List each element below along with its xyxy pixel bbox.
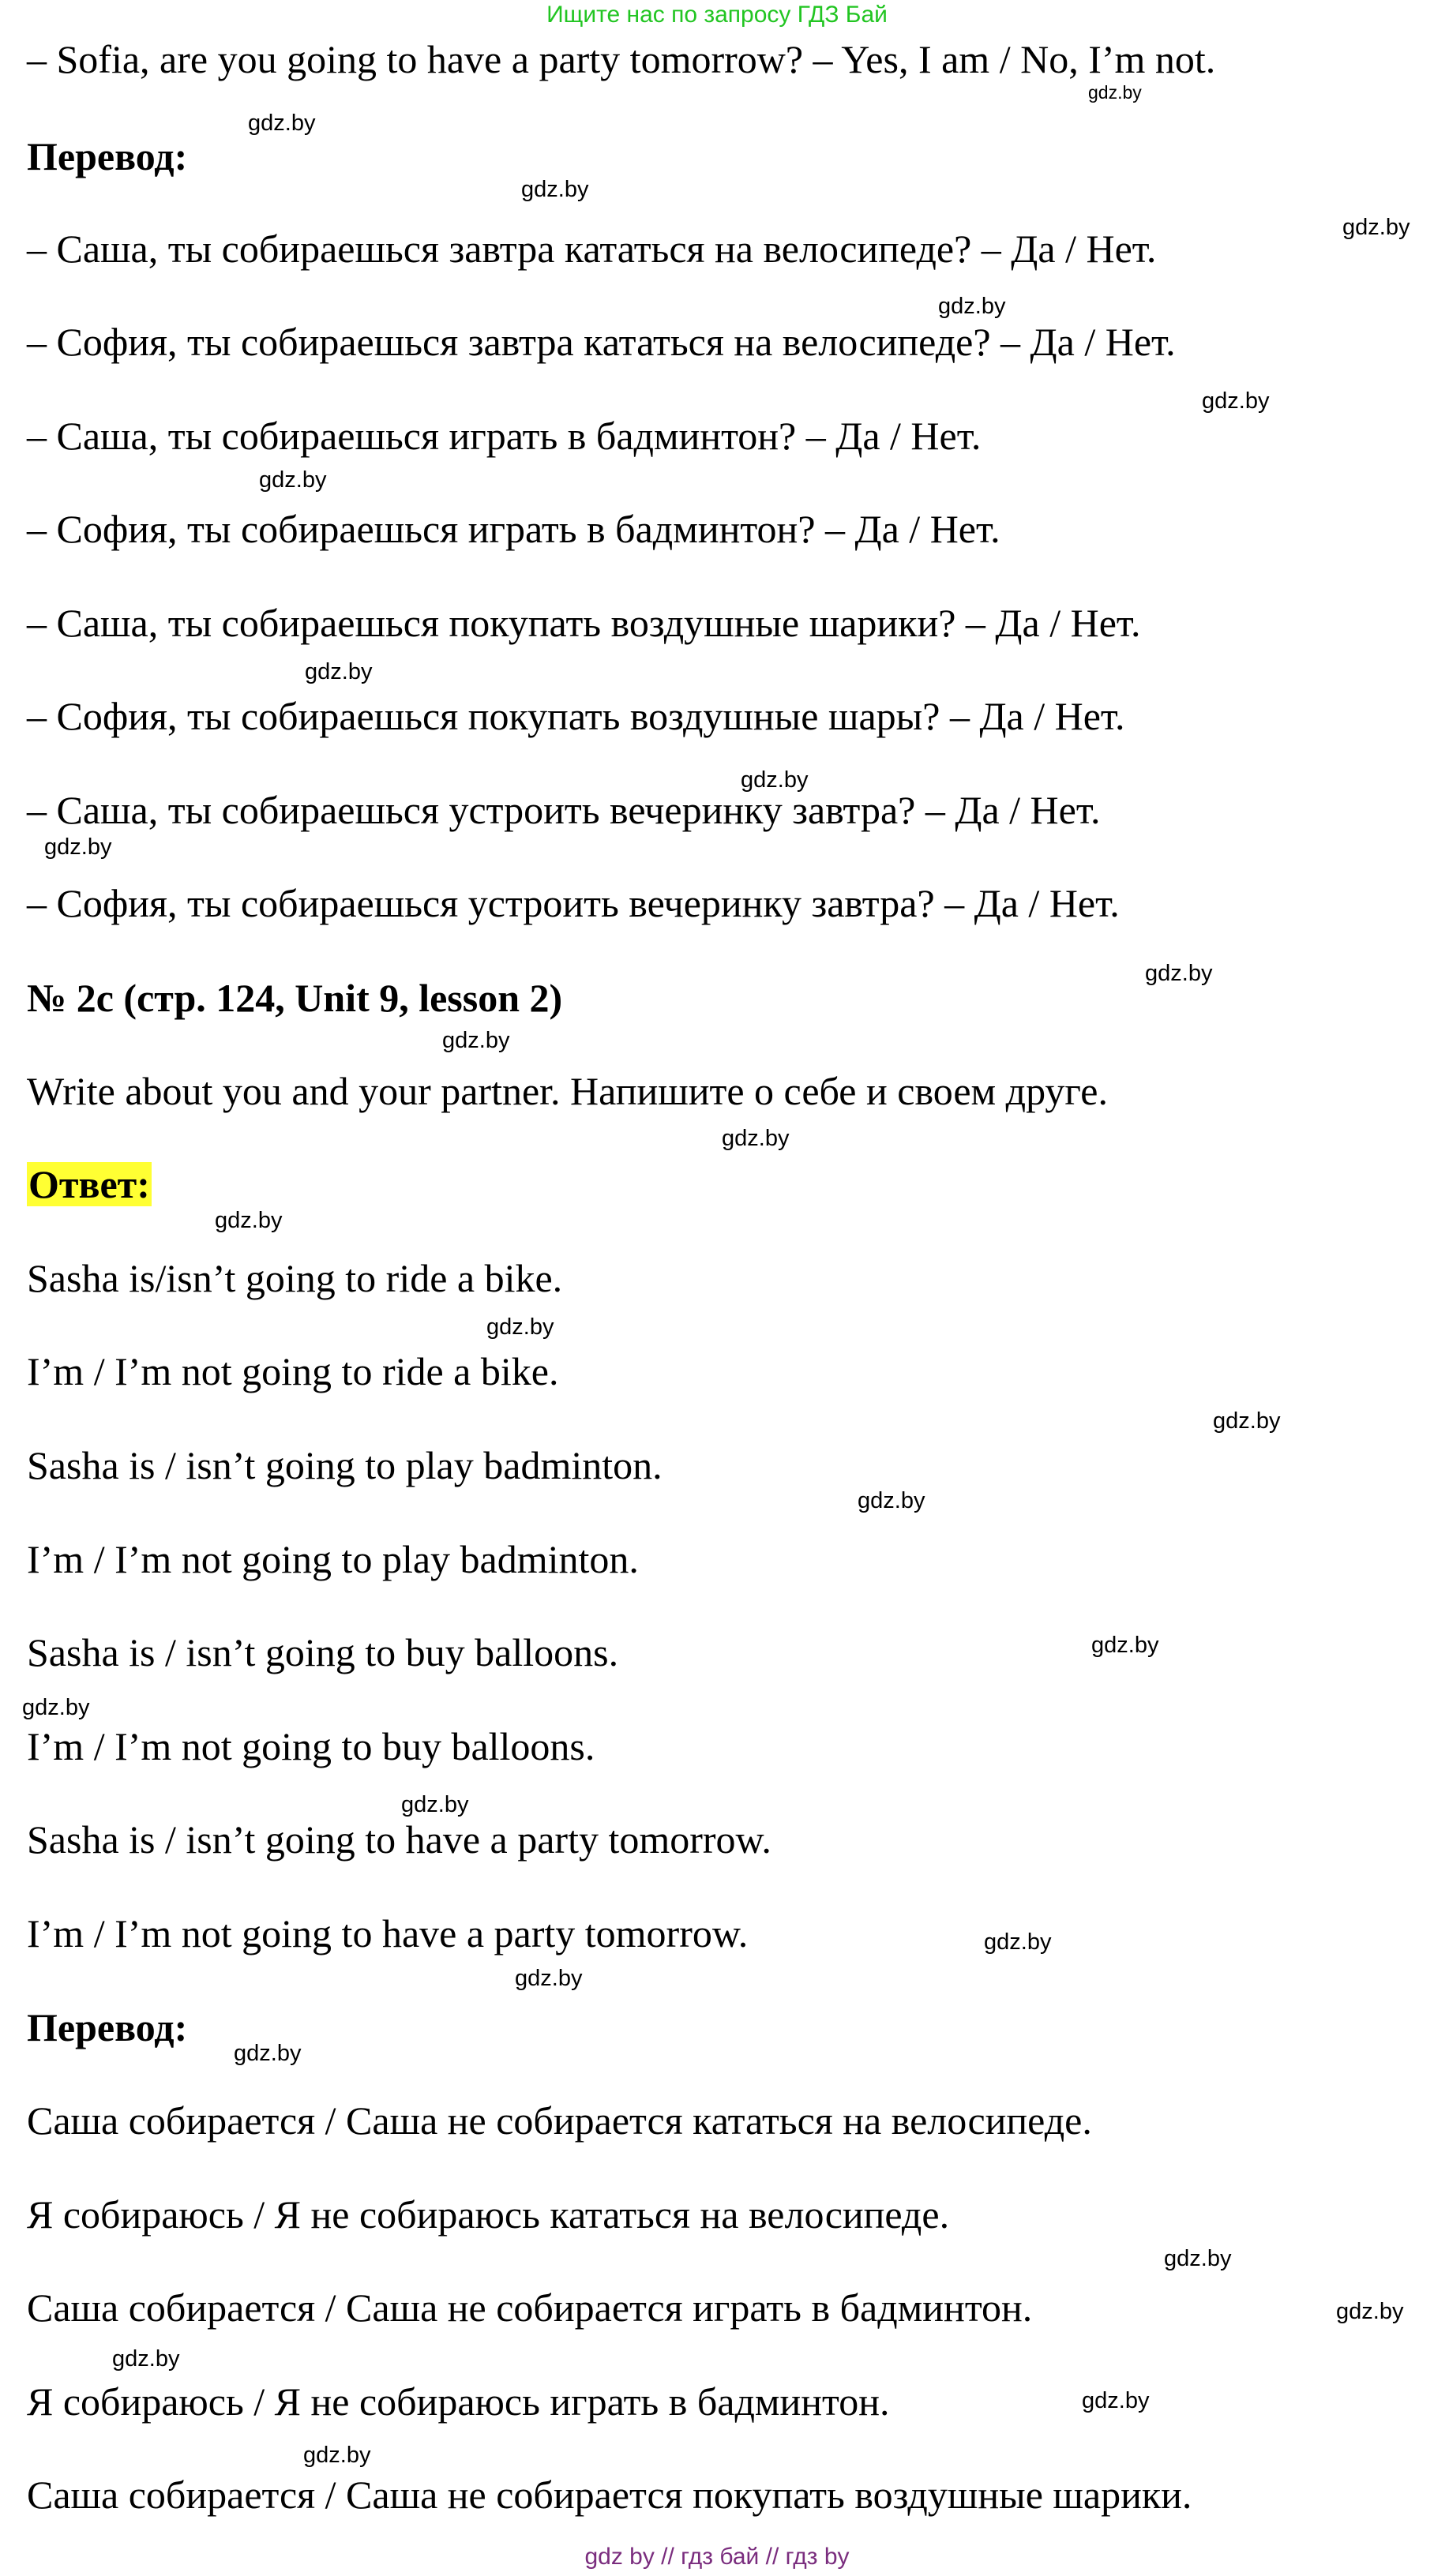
watermark: gdz.by [401,1792,469,1817]
translation-line: – Саша, ты собираешься покупать воздушные шарики? – Да / Нет. [27,601,1141,645]
translation-line: – София, ты собираешься покупать воздушные шары? – Да / Нет. [27,694,1125,738]
answer-line: Sasha is/isn’t going to ride a bike. [27,1256,563,1300]
translation-line: – София, ты собираешься устроить вечеринку завтра? – Да / Нет. [27,881,1120,925]
translation-line: – София, ты собираешься играть в бадминтон? – Да / Нет. [27,507,1000,551]
top-banner-link[interactable]: Ищите нас по запросу ГДЗ Бай [546,2,888,28]
translation-line: – Саша, ты собираешься завтра кататься на велосипеде? – Да / Нет. [27,227,1157,271]
watermark: gdz.by [22,1695,90,1720]
translation-line: Саша собирается / Саша не собирается играть в бадминтон. [27,2285,1033,2330]
translation-line: Саша собирается / Саша не собирается покупать воздушные шарики. [27,2473,1192,2517]
answer-line: Sasha is / isn’t going to buy balloons. [27,1630,619,1674]
answer-line: Sasha is / isn’t going to have a party tomorrow. [27,1817,771,1862]
answer-label: Ответ: [28,1162,150,1206]
watermark: gdz.by [1082,2388,1150,2413]
watermark: gdz.by [1336,2299,1404,2324]
watermark: gdz.by [248,111,316,136]
watermark: gdz.by [305,659,373,684]
watermark: gdz.by [234,2041,302,2066]
translation-line: Саша собирается / Саша не собирается кататься на велосипеде. [27,2098,1092,2143]
watermark: gdz.by [1145,961,1213,986]
watermark: gdz.by [259,467,327,493]
answer-line: I’m / I’m not going to play badminton. [27,1537,639,1581]
answer-line: I’m / I’m not going to have a party tomorrow. [27,1911,749,1955]
watermark: gdz.by [858,1488,925,1513]
watermark: gdz.by [938,294,1006,319]
watermark: gdz.by [521,177,589,202]
watermark: gdz.by [1213,1408,1281,1434]
translation-line: – Саша, ты собираешься устроить вечеринку завтра? – Да / Нет. [27,788,1101,832]
translation-line: Я собираюсь / Я не собираюсь кататься на велосипеде. [27,2192,950,2237]
translation-heading: Перевод: [27,134,188,178]
dialogue-line-sofia-party: – Sofia, are you going to have a party tomorrow? – Yes, I am / No, I’m not. [27,37,1216,81]
watermark: gdz.by [1202,388,1270,414]
answer-line: Sasha is / isn’t going to play badminton. [27,1443,663,1487]
watermark: gdz.by [44,834,112,860]
watermark: gdz.by [486,1314,554,1340]
watermark: gdz.by [741,767,809,793]
translation-line: – София, ты собираешься завтра кататься на велосипеде? – Да / Нет. [27,320,1176,364]
watermark: gdz.by [1088,82,1142,103]
watermark: gdz.by [722,1126,790,1151]
watermark: gdz.by [984,1929,1052,1955]
answer-line: I’m / I’m not going to buy balloons. [27,1724,595,1768]
translation-heading-2: Перевод: [27,2005,188,2049]
answer-heading [27,1161,152,1208]
watermark: gdz.by [1342,215,1410,240]
watermark: gdz.by [112,2346,180,2372]
translation-line: Я собираюсь / Я не собираюсь играть в бадминтон. [27,2379,890,2424]
exercise-heading: № 2с (стр. 124, Unit 9, lesson 2) [27,976,563,1020]
translation-line: – Саша, ты собираешься играть в бадминтон? – Да / Нет. [27,414,982,458]
answer-line: I’m / I’m not going to ride a bike. [27,1349,559,1393]
watermark: gdz.by [1164,2246,1232,2271]
watermark: gdz.by [303,2443,371,2468]
watermark: gdz.by [442,1028,510,1053]
watermark: gdz.by [515,1966,583,1991]
exercise-task: Write about you and your partner. Напишите о себе и своем друге. [27,1069,1108,1113]
watermark: gdz.by [215,1208,283,1233]
watermark: gdz.by [1091,1633,1159,1658]
bottom-banner-link[interactable]: gdz by // гдз бай // гдз by [584,2544,850,2570]
